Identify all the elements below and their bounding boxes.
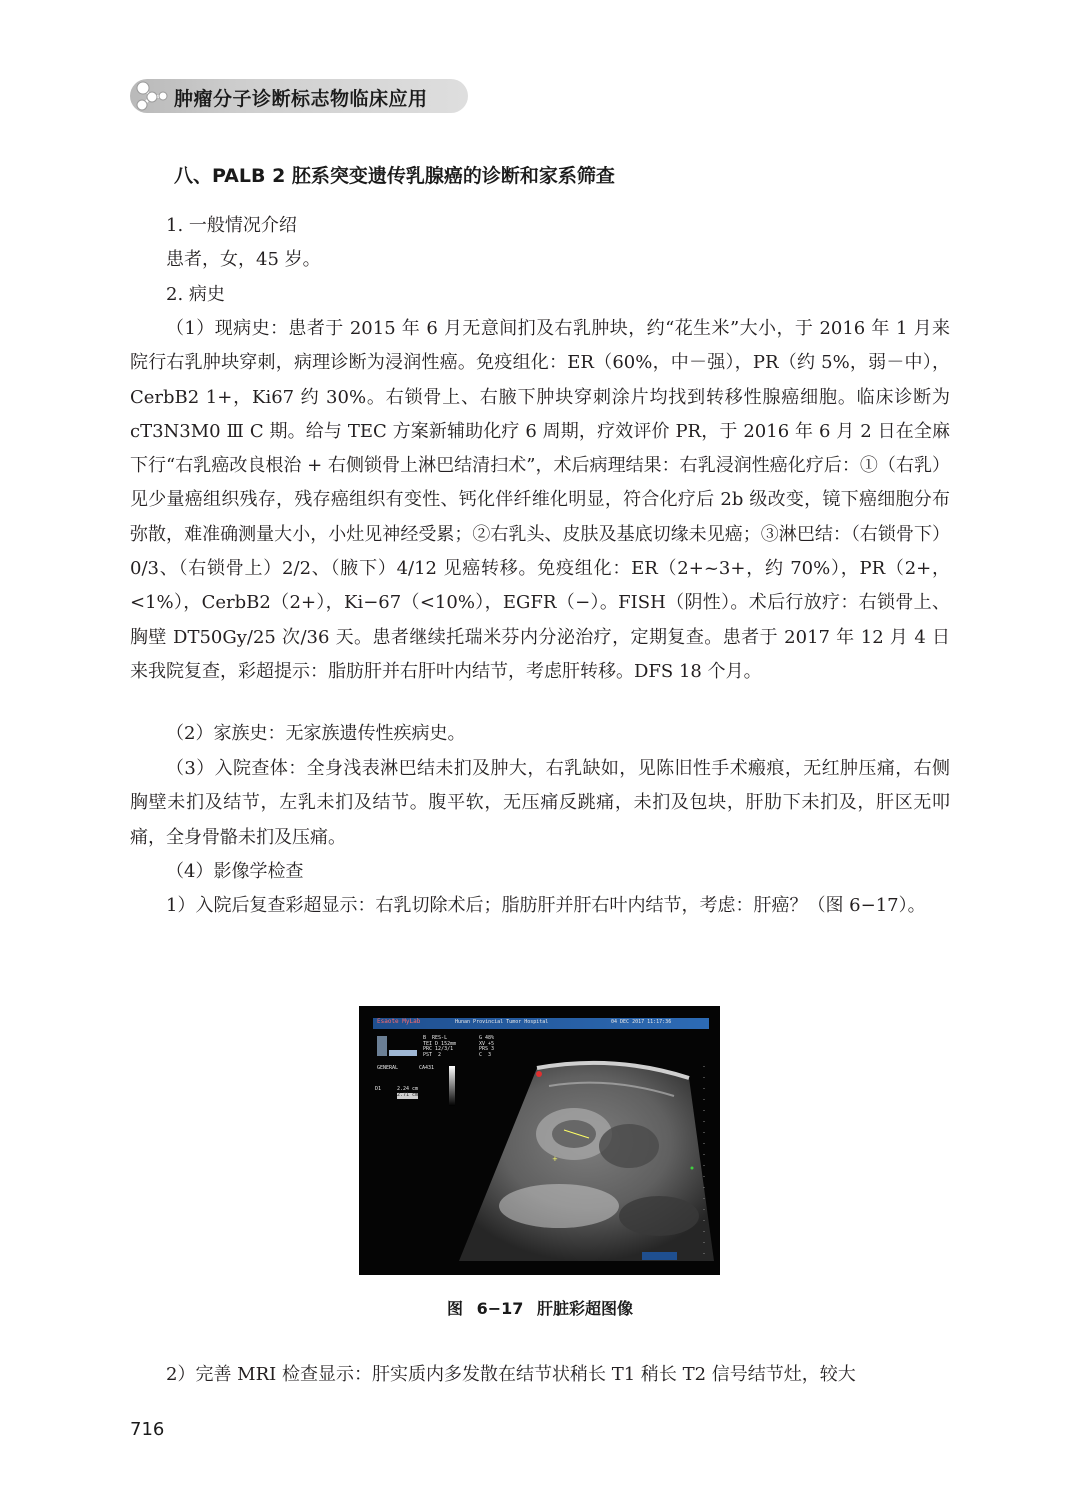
probe-thumbnail bbox=[377, 1036, 387, 1056]
focus-marker bbox=[691, 1167, 694, 1170]
family-history: （2）家族史：无家族遗传性疾病史。 bbox=[166, 723, 466, 744]
settings-left: B RES-L TEI D 152mm PRC 12/3/1 PST 2 bbox=[423, 1035, 457, 1058]
section-title: 八、PALB 2 胚系突变遗传乳腺癌的诊断和家系筛查 bbox=[174, 165, 615, 187]
hospital-name: Hunan Provincial Tumor Hospital bbox=[455, 1019, 549, 1025]
present-history-paragraph: （1）现病史：患者于 2015 年 6 月无意间扪及右乳肿块，约“花生米”大小，于 2016 年 1 月来院行右乳肿块穿刺，病理诊断为浸润性癌。免疫组化：ER（60%，中－强），PR（约 5%，弱－中），CerbB2 1+，Ki67 约 30%。右锁骨上、右腋下肿块穿刺涂片均找到转移性腺癌细胞。临床诊断为 cT3N3M0 Ⅲ C 期。给与 TEC 方案新辅助化疗 6 周期，疗效评价 PR，于 2016 年 6 月 2 日在全麻下行“右乳癌改良根治 + 右侧锁骨上淋巴结清扫术”，术后病理结果：右乳浸润性癌化疗后：①（右乳）见少量癌组织残存，残存癌组织有变性、钙化伴纤维化明显，符合化疗后 2b 级改变，镜下癌细胞分布弥散，难准确测量大小，小灶见神经受累；②右乳头、皮肤及基底切缘未见癌；③淋巴结：（右锁骨下）0/3、（右锁骨上）2/2、（腋下）4/12 见癌转移。免疫组化：ER（2+~3+，约 70%），PR（2+，<1%），CerbB2（2+），Ki−67（<10%），EGFR（−）。FISH（阴性）。术后行放疗：右锁骨上、胸壁 DT50Gy/25 次/36 天。患者继续托瑞米芬内分泌治疗，定期复查。患者于 2017 年 12 月 4 日来我院复查，彩超提示：脂肪肝并右肝叶内结节，考虑肝转移。DFS 18 个月。 bbox=[130, 318, 950, 682]
liver-ultrasound-image bbox=[359, 1006, 720, 1275]
history-heading: 2. 病史 bbox=[166, 284, 225, 305]
measure-value-secondary: 2.71 cm bbox=[397, 1092, 419, 1098]
page-number: 716 bbox=[130, 1419, 165, 1440]
mode-label: GENERAL bbox=[377, 1065, 399, 1071]
measure-value: 2.24 cm bbox=[397, 1086, 419, 1092]
brand-logo: Esaote MyLab bbox=[377, 1018, 421, 1025]
figure-caption: 图 6−17 肝脏彩超图像 bbox=[447, 1299, 633, 1318]
molecule-icon bbox=[132, 78, 170, 114]
patient-info: 患者，女，45 岁。 bbox=[166, 249, 321, 270]
running-header-title: 肿瘤分子诊断标志物临床应用 bbox=[174, 88, 428, 110]
imaging-heading: （4）影像学检查 bbox=[166, 861, 304, 882]
measure-label: D1 bbox=[375, 1086, 382, 1092]
general-heading: 1. 一般情况介绍 bbox=[166, 215, 297, 236]
grayscale-bar bbox=[449, 1066, 455, 1106]
ultrasound-graphic bbox=[359, 1006, 720, 1275]
probe-label: CA431 bbox=[419, 1065, 435, 1071]
mri-paragraph: 2）完善 MRI 检查显示：肝实质内多发散在结节状稍长 T1 稍长 T2 信号结节灶，较大 bbox=[166, 1364, 856, 1385]
caliper-mark: + bbox=[552, 1155, 558, 1163]
gain-indicator bbox=[389, 1050, 417, 1056]
scan-datetime: 04 DEC 2017 11:17:36 bbox=[611, 1019, 672, 1025]
settings-right: G 48% XV +5 PRS 3 C 3 bbox=[479, 1035, 495, 1058]
orientation-marker bbox=[536, 1071, 542, 1077]
scale-box bbox=[642, 1252, 677, 1260]
physical-exam-paragraph: （3）入院查体：全身浅表淋巴结未扪及肿大，右乳缺如，见陈旧性手术瘢痕，无红肿压痛，右侧胸壁未扪及结节，左乳未扪及结节。腹平软，无压痛反跳痛，未扪及包块，肝肋下未扪及，肝区无叩痛，全身骨骼未扪及压痛。 bbox=[130, 758, 950, 848]
ultrasound-paragraph: 1）入院后复查彩超显示：右乳切除术后；脂肪肝并肝右叶内结节，考虑：肝癌？（图 6−17）。 bbox=[166, 895, 926, 916]
